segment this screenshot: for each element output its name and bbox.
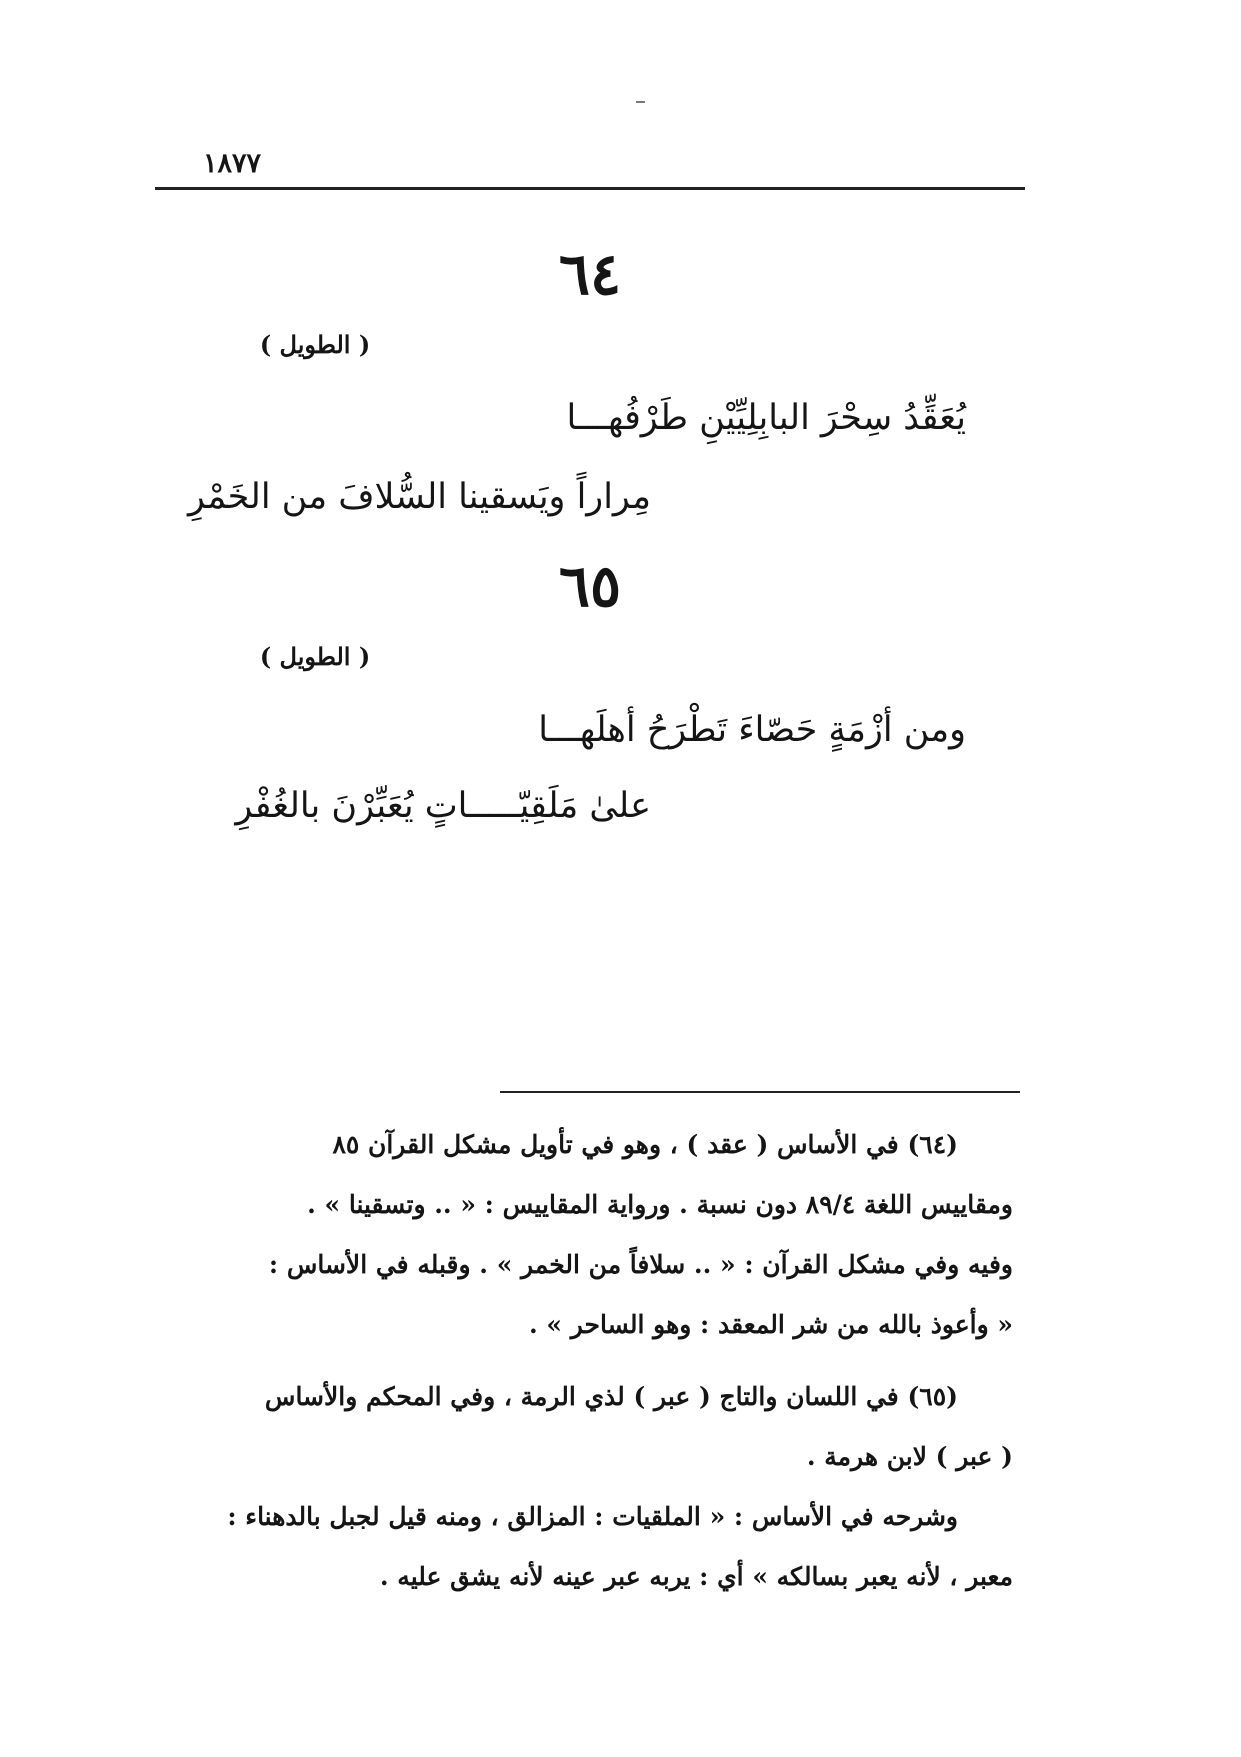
footnote-line: معبر ، لأنه يعبر بسالكه » أي : يربه عبر عينه لأنه يشق عليه . [379,1562,1013,1591]
header-rule [155,187,1025,190]
poem-65-second-hemistich: علىٰ مَلَقِيّـــــاتٍ يُعَبِّرْنَ بالغُفْرِ [235,786,651,826]
footnote-line: وشرحه في الأساس : « الملقيات : المزالق ، ومنه قيل لجبل بالدهناء : [227,1502,958,1531]
poem-number-65: ٦٥ [558,552,622,620]
poem-meter-64: ( الطويل ) [259,330,371,359]
poem-meter-65: ( الطويل ) [259,642,371,671]
footnote-line: ( عبر ) لابن هرمة . [806,1442,1013,1471]
footnotes [168,1115,1013,1607]
footnote-line: (٦٤) في الأساس ( عقد ) ، وهو في تأويل مشكل القرآن ٨٥ [332,1130,958,1159]
footnote-line: « وأعوذ بالله من شر المعقد : وهو الساحر » . [529,1310,1013,1339]
poem-65-first-hemistich: ومن أزْمَةٍ حَصّاءَ تَطْرَحُ أهلَهـــا [538,710,966,750]
footnote-line: وفيه وفي مشكل القرآن : « .. سلافاً من الخمر » . وقبله في الأساس : [268,1250,1013,1279]
footnote-line: (٦٥) في اللسان والتاج ( عبر ) لذي الرمة ، وفي المحكم والأساس [264,1382,958,1411]
page-number: ١٨٧٧ [203,148,262,179]
footnote-line: ومقاييس اللغة ٨٩/٤ دون نسبة . ورواية المقاييس : « .. وتسقينا » . [307,1190,1013,1219]
poem-number-64: ٦٤ [558,240,622,308]
footnote-rule [500,1091,1020,1093]
scan-speck [636,101,645,103]
poem-64-second-hemistich: مِراراً ويَسقينا السُّلافَ من الخَمْرِ [188,477,651,517]
poem-64-first-hemistich: يُعَقِّدُ سِحْرَ البابِلِيِّيْنِ طَرْفُهـــا [566,398,966,438]
